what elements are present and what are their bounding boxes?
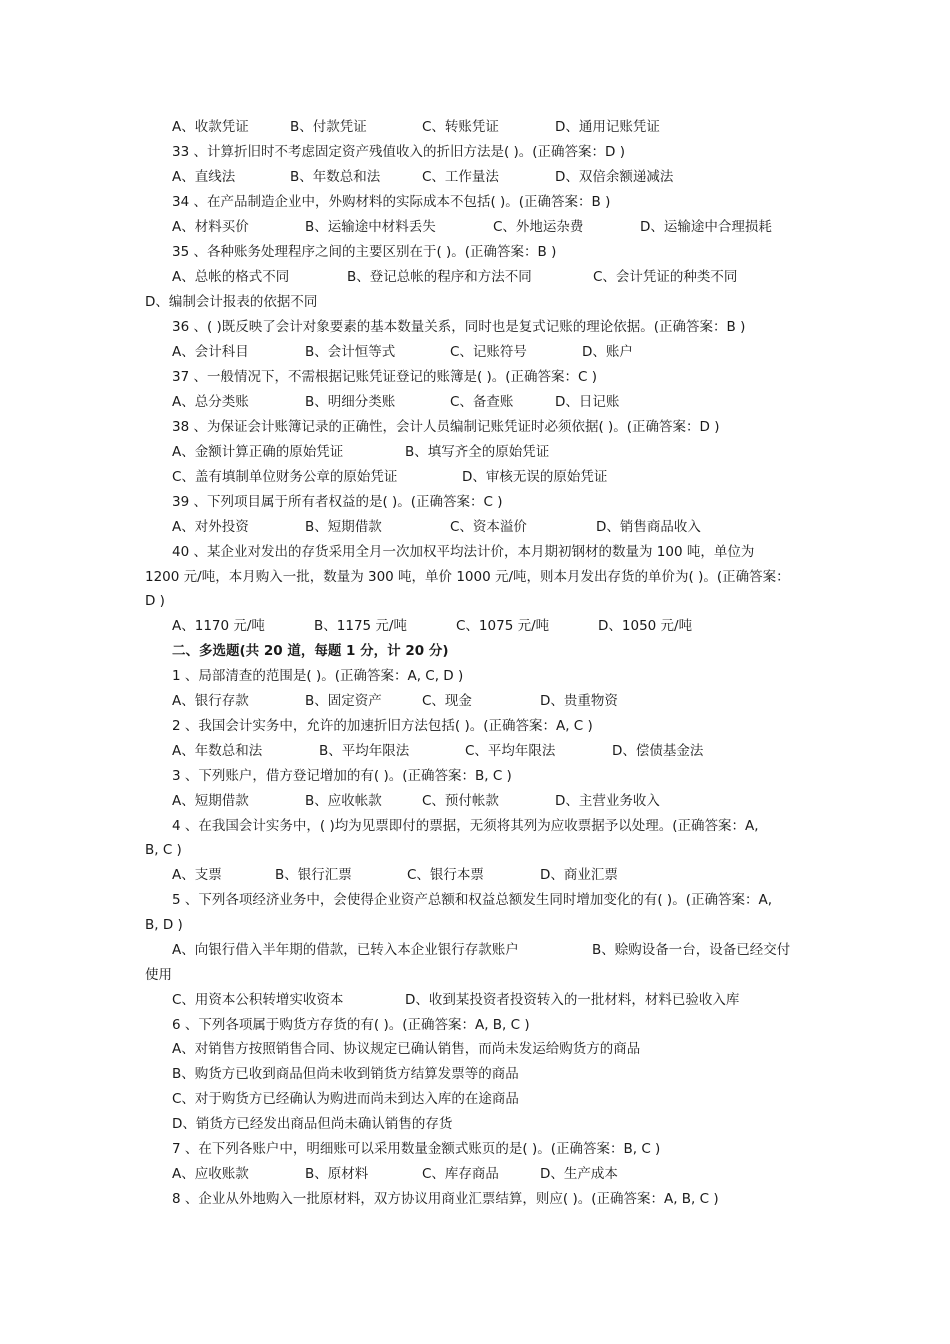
option-text: D、日记账 (555, 394, 620, 410)
continuation-text: B, D ) (145, 917, 183, 933)
section-heading (0, 640, 950, 662)
question-text: 36 、( )既反映了会计对象要素的基本数量关系，同时也是复式记账的理论依据。(正确答案：B ) (172, 319, 746, 335)
continuation-line (0, 839, 950, 861)
options-line (0, 864, 950, 886)
option-text: D、销售商品收入 (596, 519, 701, 535)
option-text: A、支票 (172, 867, 222, 883)
option-text: D、生产成本 (540, 1166, 618, 1182)
question-line (0, 366, 950, 388)
question-text: 7 、在下列各账户中，明细账可以采用数量金额式账页的是( )。(正确答案：B, C ) (172, 1141, 661, 1157)
continuation-text: B, C ) (145, 842, 182, 858)
option-text: D、收到某投资者投资转入的一批材料，材料已验收入库 (405, 992, 740, 1008)
option-text: A、金额计算正确的原始凭证 (172, 444, 344, 460)
continuation-text: D、编制会计报表的依据不同 (145, 294, 318, 310)
option-text: C、现金 (422, 693, 472, 709)
options-line (0, 391, 950, 413)
question-text: C、对于购货方已经确认为购进而尚未到达入库的在途商品 (172, 1091, 519, 1107)
option-text: A、银行存款 (172, 693, 249, 709)
options-line (0, 690, 950, 712)
question-line (0, 1063, 950, 1085)
option-text: C、转账凭证 (422, 119, 499, 135)
question-line (0, 815, 950, 837)
option-text: B、1175 元/吨 (314, 618, 407, 634)
option-text: A、向银行借入半年期的借款，已转入本企业银行存款账户 (172, 942, 519, 958)
options-line (0, 466, 950, 488)
option-text: D、通用记账凭证 (555, 119, 660, 135)
question-line (0, 541, 950, 563)
question-text: 35 、各种账务处理程序之间的主要区别在于( )。(正确答案：B ) (172, 244, 557, 260)
option-text: C、会计凭证的种类不同 (593, 269, 738, 285)
question-text: 39 、下列项目属于所有者权益的是( )。(正确答案：C ) (172, 494, 503, 510)
option-text: A、会计科目 (172, 344, 249, 360)
question-line (0, 241, 950, 263)
option-text: A、总分类账 (172, 394, 249, 410)
question-text: 33 、计算折旧时不考虑固定资产残值收入的折旧方法是( )。(正确答案：D ) (172, 144, 626, 160)
option-text: C、用资本公积转增实收资本 (172, 992, 344, 1008)
option-text: A、年数总和法 (172, 743, 263, 759)
question-line (0, 1113, 950, 1135)
section-heading-text: 二、多选题(共 20 道，每题 1 分，计 20 分) (172, 643, 449, 659)
options-line (0, 216, 950, 238)
option-text: A、总帐的格式不同 (172, 269, 290, 285)
question-line (0, 141, 950, 163)
option-text: A、应收账款 (172, 1166, 249, 1182)
continuation-line (0, 566, 950, 588)
option-text: B、运输途中材料丢失 (305, 219, 436, 235)
option-text: B、短期借款 (305, 519, 382, 535)
question-text: 4 、在我国会计实务中，( )均为见票即付的票据，无须将其列为应收票据予以处理。(正确答案：A, (172, 818, 759, 834)
continuation-text: 1200 元/吨，本月购入一批，数量为 300 吨，单价 1000 元/吨，则本月发出存货的单价为( )。(正确答案： (145, 569, 790, 585)
option-text: B、银行汇票 (275, 867, 352, 883)
continuation-text: 使用 (145, 967, 172, 983)
continuation-line (0, 590, 950, 612)
option-text: C、工作量法 (422, 169, 499, 185)
options-line (0, 166, 950, 188)
option-text: A、1170 元/吨 (172, 618, 265, 634)
option-text: A、收款凭证 (172, 119, 249, 135)
option-text: B、明细分类账 (305, 394, 396, 410)
question-text: 5 、下列各项经济业务中，会使得企业资产总额和权益总额发生同时增加变化的有( )。(正确答案：A, (172, 892, 772, 908)
option-text: B、固定资产 (305, 693, 382, 709)
option-text: D、运输途中合理损耗 (640, 219, 772, 235)
options-line (0, 740, 950, 762)
question-line (0, 1038, 950, 1060)
option-text: D、偿债基金法 (612, 743, 704, 759)
option-text: A、材料买价 (172, 219, 249, 235)
option-text: A、对外投资 (172, 519, 249, 535)
option-text: D、贵重物资 (540, 693, 618, 709)
options-line (0, 939, 950, 961)
question-text: 3 、下列账户，借方登记增加的有( )。(正确答案：B, C ) (172, 768, 512, 784)
options-line (0, 516, 950, 538)
question-line (0, 1138, 950, 1160)
options-line (0, 341, 950, 363)
option-text: D、商业汇票 (540, 867, 618, 883)
question-text: 6 、下列各项属于购货方存货的有( )。(正确答案：A, B, C ) (172, 1017, 530, 1033)
option-text: C、资本溢价 (450, 519, 527, 535)
option-text: D、审核无误的原始凭证 (462, 469, 608, 485)
question-line (0, 1088, 950, 1110)
option-text: B、填写齐全的原始凭证 (405, 444, 550, 460)
options-line (0, 441, 950, 463)
options-line (0, 116, 950, 138)
option-text: B、年数总和法 (290, 169, 381, 185)
option-text: B、应收帐款 (305, 793, 382, 809)
option-text: C、外地运杂费 (493, 219, 584, 235)
option-text: D、主营业务收入 (555, 793, 660, 809)
question-line (0, 416, 950, 438)
continuation-line (0, 914, 950, 936)
option-text: C、备查账 (450, 394, 514, 410)
question-line (0, 1188, 950, 1210)
options-line (0, 615, 950, 637)
option-text: C、库存商品 (422, 1166, 499, 1182)
question-text: A、对销售方按照销售合同、协议规定已确认销售，而尚未发运给购货方的商品 (172, 1041, 641, 1057)
option-text: C、1075 元/吨 (456, 618, 550, 634)
option-text: B、登记总帐的程序和方法不同 (347, 269, 532, 285)
question-line (0, 665, 950, 687)
question-text: 34 、在产品制造企业中，外购材料的实际成本不包括( )。(正确答案：B ) (172, 194, 611, 210)
continuation-line (0, 964, 950, 986)
continuation-line (0, 291, 950, 313)
question-text: 1 、局部清查的范围是( )。(正确答案：A, C, D ) (172, 668, 464, 684)
question-text: 2 、我国会计实务中，允许的加速折旧方法包括( )。(正确答案：A, C ) (172, 718, 593, 734)
question-text: 37 、一般情况下，不需根据记账凭证登记的账簿是( )。(正确答案：C ) (172, 369, 598, 385)
option-text: B、会计恒等式 (305, 344, 396, 360)
question-text: B、购货方已收到商品但尚未收到销货方结算发票等的商品 (172, 1066, 519, 1082)
option-text: C、银行本票 (407, 867, 484, 883)
question-line (0, 191, 950, 213)
option-text: B、原材料 (305, 1166, 369, 1182)
option-text: C、预付帐款 (422, 793, 499, 809)
question-line (0, 765, 950, 787)
option-text: D、1050 元/吨 (598, 618, 693, 634)
option-text: D、双倍余额递减法 (555, 169, 674, 185)
question-text: 8 、企业从外地购入一批原材料，双方协议用商业汇票结算，则应( )。(正确答案：A, B, C ) (172, 1191, 719, 1207)
question-line (0, 316, 950, 338)
option-text: D、账户 (582, 344, 633, 360)
question-line (0, 889, 950, 911)
option-text: B、赊购设备一台，设备已经交付 (592, 942, 791, 958)
question-line (0, 715, 950, 737)
option-text: C、记账符号 (450, 344, 527, 360)
continuation-text: D ) (145, 593, 165, 609)
option-text: B、付款凭证 (290, 119, 367, 135)
options-line (0, 266, 950, 288)
question-line (0, 1014, 950, 1036)
option-text: C、盖有填制单位财务公章的原始凭证 (172, 469, 398, 485)
question-line (0, 491, 950, 513)
options-line (0, 1163, 950, 1185)
option-text: C、平均年限法 (465, 743, 556, 759)
options-line (0, 790, 950, 812)
option-text: B、平均年限法 (319, 743, 410, 759)
question-text: 40 、某企业对发出的存货采用全月一次加权平均法计价，本月期初钢材的数量为 100 吨，单位为 (172, 544, 755, 560)
option-text: A、直线法 (172, 169, 236, 185)
question-text: D、销货方已经发出商品但尚未确认销售的存货 (172, 1116, 453, 1132)
option-text: A、短期借款 (172, 793, 249, 809)
question-text: 38 、为保证会计账簿记录的正确性，会计人员编制记账凭证时必须依据( )。(正确答案：D ) (172, 419, 720, 435)
options-line (0, 989, 950, 1011)
